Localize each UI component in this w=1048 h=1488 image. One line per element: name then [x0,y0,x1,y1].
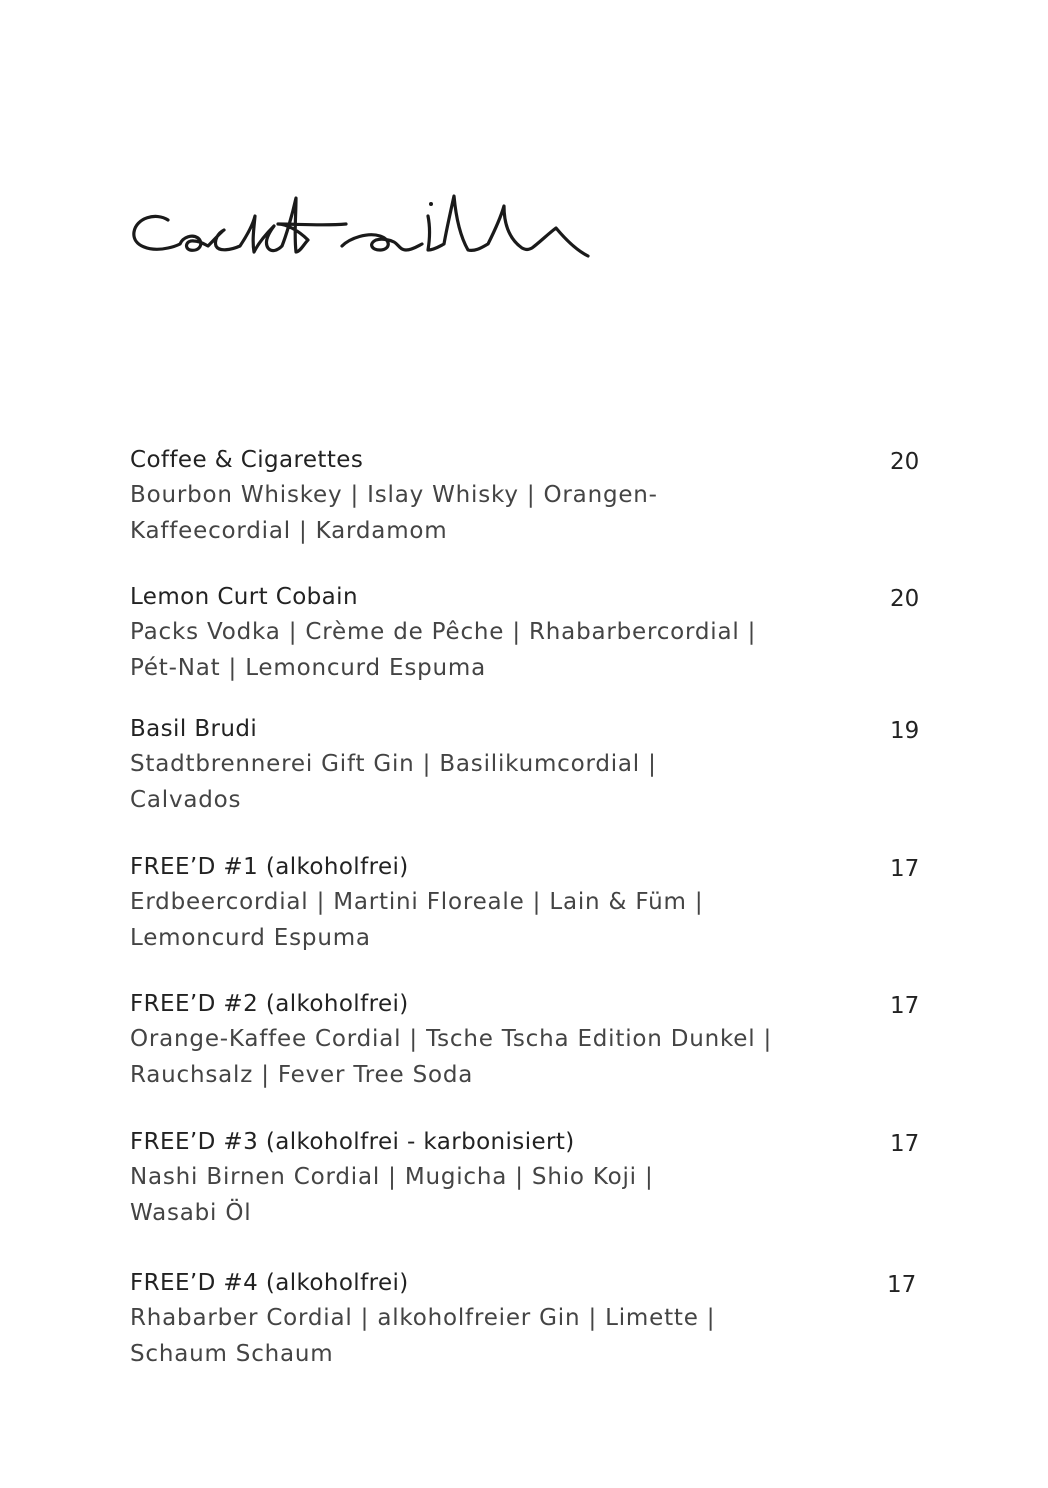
menu-item [130,583,930,686]
menu-item [130,990,930,1093]
ingredients-line: Packs Vodka | Crème de Pêche | Rhabarbercordial | [130,619,757,645]
drink-name: Lemon Curt Cobain [130,584,358,610]
drink-ingredients [130,1301,830,1372]
ingredients-line: Nashi Birnen Cordial | Mugicha | Shio Koji | [130,1164,654,1190]
drink-name: Coffee & Cigarettes [130,447,364,473]
drink-name: FREE’D #4 (alkoholfrei) [130,1270,409,1296]
ingredients-line: Lemoncurd Espuma [130,924,371,951]
ingredients-line: Rhabarber Cordial | alkoholfreier Gin | Limette | [130,1305,716,1331]
drink-name: FREE’D #3 (alkoholfrei - karbonisiert) [130,1129,575,1155]
drink-price: 17 [890,1131,920,1157]
drink-name: FREE’D #2 (alkoholfrei) [130,991,409,1017]
drink-ingredients [130,747,830,818]
ingredients-line: Calvados [130,786,242,813]
drink-price: 19 [890,718,920,744]
menu-item [130,446,930,549]
drink-ingredients [130,615,830,686]
menu-item [130,1269,930,1372]
ingredients-line: Erdbeercordial | Martini Floreale | Lain & Füm | [130,889,704,915]
drink-price: 17 [890,993,920,1019]
drink-ingredients [130,478,830,549]
ingredients-line: Wasabi Öl [130,1199,252,1226]
menu-item [130,715,930,818]
ingredients-line: Pét-Nat | Lemoncurd Espuma [130,654,486,681]
ingredients-line: Schaum Schaum [130,1340,334,1367]
handwritten-title-cocktail [128,180,628,270]
drink-name: FREE’D #1 (alkoholfrei) [130,854,409,880]
drink-price: 20 [890,586,920,612]
ingredients-line: Orange-Kaffee Cordial | Tsche Tscha Edition Dunkel | [130,1026,773,1052]
drink-ingredients [130,1160,830,1231]
drink-ingredients [130,1022,830,1093]
menu-item [130,1128,930,1231]
drink-price: 17 [887,1272,917,1298]
drink-name: Basil Brudi [130,716,258,742]
ingredients-line: Kaffeecordial | Kardamom [130,517,448,544]
ingredients-line: Stadtbrennerei Gift Gin | Basilikumcordial | [130,751,657,777]
drink-ingredients [130,885,830,956]
drink-price: 20 [890,449,920,475]
menu-item [130,853,930,956]
ingredients-line: Rauchsalz | Fever Tree Soda [130,1061,474,1088]
drink-price: 17 [890,856,920,882]
ingredients-line: Bourbon Whiskey | Islay Whisky | Orangen- [130,482,658,508]
